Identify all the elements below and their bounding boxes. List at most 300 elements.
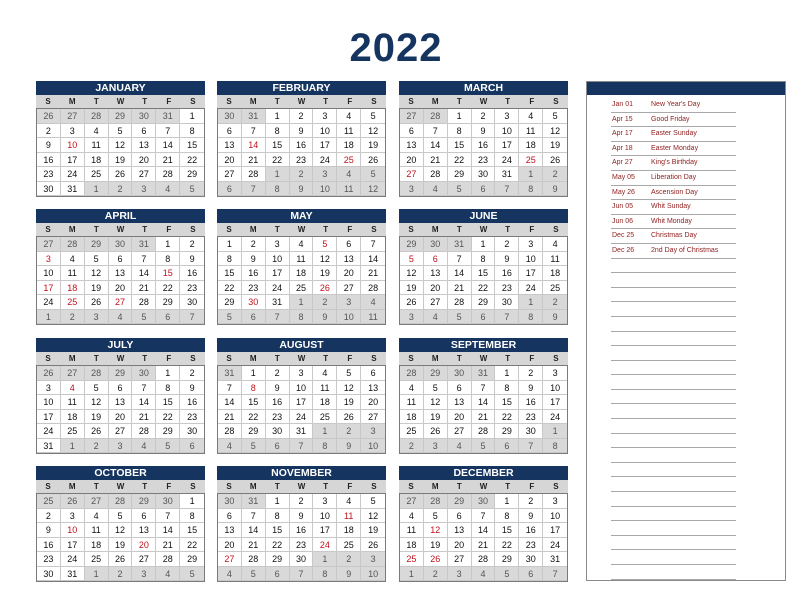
- day-cell: 3: [61, 124, 85, 139]
- day-cell: 19: [85, 281, 109, 296]
- holiday-date: Jan 01: [612, 101, 634, 108]
- day-cell: 27: [400, 167, 424, 182]
- day-cell: 1: [61, 439, 85, 454]
- day-cell: 19: [400, 281, 424, 296]
- day-cell: 7: [242, 182, 266, 197]
- weekday-label: T: [274, 225, 280, 234]
- day-cell: 30: [37, 567, 61, 582]
- weekday-label: T: [323, 225, 329, 234]
- day-cell: 8: [290, 310, 314, 325]
- month-october: [36, 466, 205, 582]
- weekday-label: T: [505, 97, 511, 106]
- holiday-row: [611, 98, 736, 113]
- weekday-label: S: [371, 482, 377, 491]
- weekday-label: W: [116, 482, 125, 491]
- day-cell: 24: [37, 424, 61, 439]
- day-cell: 2: [337, 424, 361, 439]
- weekday-label: T: [456, 354, 462, 363]
- month-name: FEBRUARY: [217, 81, 386, 95]
- day-cell: 3: [132, 182, 156, 197]
- day-cell: 4: [472, 567, 496, 582]
- day-cell: 10: [313, 509, 337, 524]
- day-cell: 25: [313, 410, 337, 425]
- weekday-label: T: [323, 97, 329, 106]
- day-cell: 6: [218, 182, 242, 197]
- day-cell: 28: [156, 167, 180, 182]
- day-cell: 28: [156, 552, 180, 567]
- day-cell: 20: [448, 410, 472, 425]
- weekday-header: [36, 480, 205, 494]
- day-cell: 2: [543, 295, 567, 310]
- day-cell: 2: [290, 109, 314, 124]
- day-cell: 28: [242, 552, 266, 567]
- day-cell: 5: [448, 310, 472, 325]
- day-cell: 18: [85, 153, 109, 168]
- day-cell: 28: [472, 552, 496, 567]
- day-cell: 9: [290, 509, 314, 524]
- blank-note-line: [611, 346, 736, 361]
- day-cell: 24: [313, 153, 337, 168]
- weekday-label: F: [166, 225, 172, 234]
- day-cell: 7: [472, 509, 496, 524]
- day-cell: 4: [156, 182, 180, 197]
- day-cell: 4: [543, 237, 567, 252]
- weekday-label: S: [190, 97, 196, 106]
- day-cell: 8: [313, 567, 337, 582]
- day-cell: 14: [242, 523, 266, 538]
- day-cell: 8: [156, 252, 180, 267]
- day-cell: 12: [109, 523, 133, 538]
- day-cell: 6: [218, 509, 242, 524]
- day-cell: 8: [495, 381, 519, 396]
- day-cell: 15: [156, 395, 180, 410]
- day-cell: 30: [472, 494, 496, 509]
- day-cell: 27: [337, 281, 361, 296]
- blank-note-line: [611, 507, 736, 522]
- day-cell: 23: [519, 538, 543, 553]
- weekday-label: S: [226, 482, 232, 491]
- day-cell: 6: [132, 509, 156, 524]
- day-cell: 11: [85, 138, 109, 153]
- day-cell: 3: [424, 439, 448, 454]
- holiday-name: King's Birthday: [651, 159, 698, 167]
- day-cell: 9: [266, 381, 290, 396]
- day-cell: 15: [266, 138, 290, 153]
- day-cell: 1: [266, 109, 290, 124]
- day-cell: 6: [448, 509, 472, 524]
- day-cell: 2: [519, 494, 543, 509]
- day-cell: 26: [361, 153, 385, 168]
- day-cell: 10: [519, 252, 543, 267]
- day-cell: 18: [543, 266, 567, 281]
- day-cell: 1: [313, 552, 337, 567]
- day-cell: 1: [495, 366, 519, 381]
- day-cell: 9: [337, 439, 361, 454]
- day-cell: 29: [448, 494, 472, 509]
- day-cell: 25: [61, 424, 85, 439]
- day-cell: 30: [495, 295, 519, 310]
- holiday-date: Dec 25: [612, 232, 635, 240]
- day-grid: [36, 109, 205, 197]
- weekday-label: W: [297, 354, 306, 363]
- day-cell: 15: [218, 266, 242, 281]
- day-cell: 3: [495, 109, 519, 124]
- weekday-label: S: [371, 225, 377, 234]
- day-cell: 2: [290, 494, 314, 509]
- day-cell: 31: [266, 295, 290, 310]
- day-cell: 30: [448, 366, 472, 381]
- day-cell: 13: [448, 523, 472, 538]
- weekday-label: T: [93, 354, 99, 363]
- day-cell: 6: [218, 124, 242, 139]
- day-cell: 2: [543, 167, 567, 182]
- month-april: [36, 209, 205, 325]
- weekday-label: S: [553, 354, 559, 363]
- day-cell: 28: [242, 167, 266, 182]
- day-cell: 22: [180, 538, 204, 553]
- day-cell: 5: [424, 381, 448, 396]
- day-grid: [399, 494, 568, 582]
- day-cell: 22: [180, 153, 204, 168]
- day-cell: 5: [156, 439, 180, 454]
- day-cell: 1: [495, 494, 519, 509]
- day-cell: 21: [156, 538, 180, 553]
- day-cell: 7: [242, 509, 266, 524]
- day-cell: 23: [37, 167, 61, 182]
- day-cell: 2: [180, 366, 204, 381]
- blank-note-line: [611, 361, 736, 376]
- month-name: MARCH: [399, 81, 568, 95]
- day-cell: 5: [242, 567, 266, 582]
- weekday-label: F: [529, 225, 535, 234]
- day-cell: 2: [400, 439, 424, 454]
- day-cell: 3: [61, 509, 85, 524]
- day-cell: 25: [37, 494, 61, 509]
- weekday-header: [399, 95, 568, 109]
- day-cell: 22: [156, 281, 180, 296]
- weekday-label: T: [505, 482, 511, 491]
- day-cell: 7: [424, 124, 448, 139]
- day-cell: 8: [242, 381, 266, 396]
- day-cell: 21: [472, 410, 496, 425]
- day-grid: [36, 237, 205, 325]
- day-cell: 27: [109, 295, 133, 310]
- day-cell: 31: [242, 109, 266, 124]
- day-cell: 9: [37, 138, 61, 153]
- day-cell: 26: [400, 295, 424, 310]
- weekday-label: F: [529, 97, 535, 106]
- day-cell: 19: [337, 395, 361, 410]
- day-cell: 29: [109, 366, 133, 381]
- weekday-label: F: [166, 97, 172, 106]
- day-cell: 3: [37, 381, 61, 396]
- day-cell: 31: [495, 167, 519, 182]
- day-cell: 4: [424, 310, 448, 325]
- weekday-label: M: [68, 225, 76, 234]
- day-cell: 22: [218, 281, 242, 296]
- day-cell: 4: [109, 310, 133, 325]
- month-june: [399, 209, 568, 325]
- weekday-label: S: [226, 354, 232, 363]
- day-cell: 7: [132, 381, 156, 396]
- day-cell: 29: [218, 295, 242, 310]
- day-cell: 7: [495, 310, 519, 325]
- day-cell: 21: [242, 538, 266, 553]
- weekday-header: [217, 95, 386, 109]
- day-cell: 19: [109, 153, 133, 168]
- day-cell: 13: [400, 138, 424, 153]
- day-cell: 6: [361, 366, 385, 381]
- day-cell: 5: [424, 509, 448, 524]
- day-grid: [36, 494, 205, 582]
- day-cell: 11: [61, 395, 85, 410]
- day-cell: 28: [85, 109, 109, 124]
- holiday-name: Whit Sunday: [651, 203, 691, 211]
- day-grid: [36, 366, 205, 454]
- blank-note-line: [611, 375, 736, 390]
- day-cell: 31: [242, 494, 266, 509]
- day-cell: 21: [448, 281, 472, 296]
- day-cell: 26: [85, 295, 109, 310]
- day-cell: 1: [266, 494, 290, 509]
- weekday-label: T: [323, 482, 329, 491]
- day-cell: 15: [495, 523, 519, 538]
- day-cell: 8: [218, 252, 242, 267]
- day-cell: 14: [156, 523, 180, 538]
- day-cell: 23: [266, 410, 290, 425]
- day-cell: 17: [290, 395, 314, 410]
- weekday-label: T: [93, 482, 99, 491]
- day-cell: 3: [313, 109, 337, 124]
- day-cell: 7: [290, 439, 314, 454]
- day-cell: 13: [109, 395, 133, 410]
- day-cell: 26: [109, 167, 133, 182]
- day-grid: [217, 366, 386, 454]
- day-cell: 17: [519, 266, 543, 281]
- day-cell: 17: [61, 538, 85, 553]
- day-cell: 12: [85, 266, 109, 281]
- month-name: APRIL: [36, 209, 205, 223]
- day-cell: 28: [424, 167, 448, 182]
- holiday-name: New Year's Day: [651, 101, 701, 108]
- weekday-label: T: [456, 225, 462, 234]
- day-cell: 7: [156, 509, 180, 524]
- holiday-name: Ascension Day: [651, 188, 698, 196]
- day-cell: 16: [37, 538, 61, 553]
- day-cell: 26: [85, 424, 109, 439]
- day-cell: 3: [543, 366, 567, 381]
- day-cell: 30: [156, 494, 180, 509]
- weekday-label: W: [116, 97, 125, 106]
- day-cell: 24: [313, 538, 337, 553]
- day-cell: 24: [543, 410, 567, 425]
- day-cell: 7: [495, 182, 519, 197]
- day-cell: 16: [266, 395, 290, 410]
- blank-note-line: [611, 536, 736, 551]
- day-cell: 10: [266, 252, 290, 267]
- blank-note-line: [611, 565, 736, 580]
- day-cell: 4: [61, 381, 85, 396]
- day-cell: 8: [266, 509, 290, 524]
- day-cell: 17: [266, 266, 290, 281]
- day-cell: 30: [290, 552, 314, 567]
- day-cell: 28: [132, 424, 156, 439]
- day-cell: 3: [313, 494, 337, 509]
- day-cell: 3: [361, 552, 385, 567]
- weekday-label: T: [142, 482, 148, 491]
- day-cell: 8: [180, 124, 204, 139]
- weekday-label: S: [408, 354, 414, 363]
- day-cell: 23: [180, 410, 204, 425]
- day-cell: 29: [495, 552, 519, 567]
- day-cell: 8: [495, 509, 519, 524]
- day-grid: [399, 366, 568, 454]
- day-cell: 16: [290, 523, 314, 538]
- day-cell: 28: [448, 295, 472, 310]
- blank-note-line: [611, 448, 736, 463]
- day-cell: 23: [290, 153, 314, 168]
- day-cell: 8: [472, 252, 496, 267]
- day-cell: 29: [180, 167, 204, 182]
- weekday-label: W: [479, 482, 488, 491]
- day-cell: 21: [218, 410, 242, 425]
- day-cell: 29: [242, 424, 266, 439]
- weekday-label: T: [323, 354, 329, 363]
- day-cell: 5: [218, 310, 242, 325]
- day-cell: 2: [266, 366, 290, 381]
- day-cell: 15: [180, 138, 204, 153]
- weekday-label: T: [456, 97, 462, 106]
- month-name: AUGUST: [217, 338, 386, 352]
- day-cell: 8: [448, 124, 472, 139]
- day-cell: 22: [448, 153, 472, 168]
- month-name: MAY: [217, 209, 386, 223]
- day-cell: 18: [313, 395, 337, 410]
- day-cell: 8: [266, 124, 290, 139]
- day-cell: 29: [180, 552, 204, 567]
- day-cell: 23: [37, 552, 61, 567]
- day-cell: 5: [337, 366, 361, 381]
- day-cell: 11: [400, 523, 424, 538]
- day-cell: 7: [132, 252, 156, 267]
- day-cell: 1: [543, 424, 567, 439]
- holiday-name: Whit Monday: [651, 217, 692, 225]
- day-cell: 1: [85, 182, 109, 197]
- weekday-label: W: [297, 97, 306, 106]
- month-january: [36, 81, 205, 197]
- day-cell: 27: [448, 552, 472, 567]
- day-cell: 22: [472, 281, 496, 296]
- day-cell: 12: [543, 124, 567, 139]
- day-cell: 6: [132, 124, 156, 139]
- month-december: [399, 466, 568, 582]
- day-cell: 27: [218, 552, 242, 567]
- blank-note-line: [611, 390, 736, 405]
- day-cell: 14: [218, 395, 242, 410]
- weekday-label: S: [226, 97, 232, 106]
- day-cell: 18: [61, 281, 85, 296]
- day-cell: 4: [61, 252, 85, 267]
- day-cell: 11: [290, 252, 314, 267]
- day-cell: 29: [156, 295, 180, 310]
- weekday-label: M: [431, 482, 439, 491]
- day-cell: 30: [424, 237, 448, 252]
- day-cell: 30: [180, 295, 204, 310]
- weekday-label: M: [249, 482, 257, 491]
- day-cell: 24: [61, 552, 85, 567]
- day-cell: 20: [132, 538, 156, 553]
- blank-note-line: [611, 521, 736, 536]
- day-cell: 25: [400, 424, 424, 439]
- day-cell: 27: [400, 494, 424, 509]
- day-cell: 10: [495, 124, 519, 139]
- day-cell: 21: [424, 153, 448, 168]
- day-cell: 4: [218, 439, 242, 454]
- day-cell: 9: [472, 124, 496, 139]
- holiday-date: Apr 18: [612, 144, 633, 152]
- day-cell: 15: [180, 523, 204, 538]
- day-cell: 5: [180, 567, 204, 582]
- day-cell: 18: [400, 410, 424, 425]
- day-cell: 13: [448, 395, 472, 410]
- day-cell: 16: [519, 523, 543, 538]
- day-cell: 5: [313, 237, 337, 252]
- day-cell: 27: [361, 410, 385, 425]
- day-cell: 2: [85, 439, 109, 454]
- day-cell: 9: [290, 124, 314, 139]
- holiday-name: 2nd Day of Christmas: [651, 246, 719, 254]
- day-cell: 6: [400, 124, 424, 139]
- blank-note-line: [611, 419, 736, 434]
- day-cell: 13: [218, 523, 242, 538]
- day-cell: 23: [180, 281, 204, 296]
- day-cell: 27: [218, 167, 242, 182]
- day-cell: 24: [266, 281, 290, 296]
- day-cell: 25: [85, 552, 109, 567]
- weekday-label: S: [190, 482, 196, 491]
- weekday-label: T: [142, 225, 148, 234]
- day-cell: 2: [37, 509, 61, 524]
- day-cell: 11: [313, 381, 337, 396]
- day-cell: 5: [472, 439, 496, 454]
- day-cell: 7: [543, 567, 567, 582]
- day-cell: 12: [424, 523, 448, 538]
- day-cell: 30: [218, 494, 242, 509]
- month-name: SEPTEMBER: [399, 338, 568, 352]
- day-cell: 1: [37, 310, 61, 325]
- day-cell: 1: [519, 295, 543, 310]
- day-cell: 6: [448, 381, 472, 396]
- day-cell: 22: [495, 410, 519, 425]
- day-cell: 17: [495, 138, 519, 153]
- day-cell: 10: [543, 509, 567, 524]
- day-cell: 8: [156, 381, 180, 396]
- day-cell: 29: [400, 237, 424, 252]
- day-cell: 25: [337, 153, 361, 168]
- day-cell: 10: [361, 439, 385, 454]
- month-name: JULY: [36, 338, 205, 352]
- weekday-label: S: [553, 225, 559, 234]
- weekday-label: W: [297, 225, 306, 234]
- day-cell: 22: [242, 410, 266, 425]
- day-cell: 25: [543, 281, 567, 296]
- day-cell: 12: [109, 138, 133, 153]
- day-cell: 26: [424, 552, 448, 567]
- day-cell: 19: [424, 538, 448, 553]
- day-grid: [217, 494, 386, 582]
- day-cell: 5: [132, 310, 156, 325]
- day-cell: 8: [519, 182, 543, 197]
